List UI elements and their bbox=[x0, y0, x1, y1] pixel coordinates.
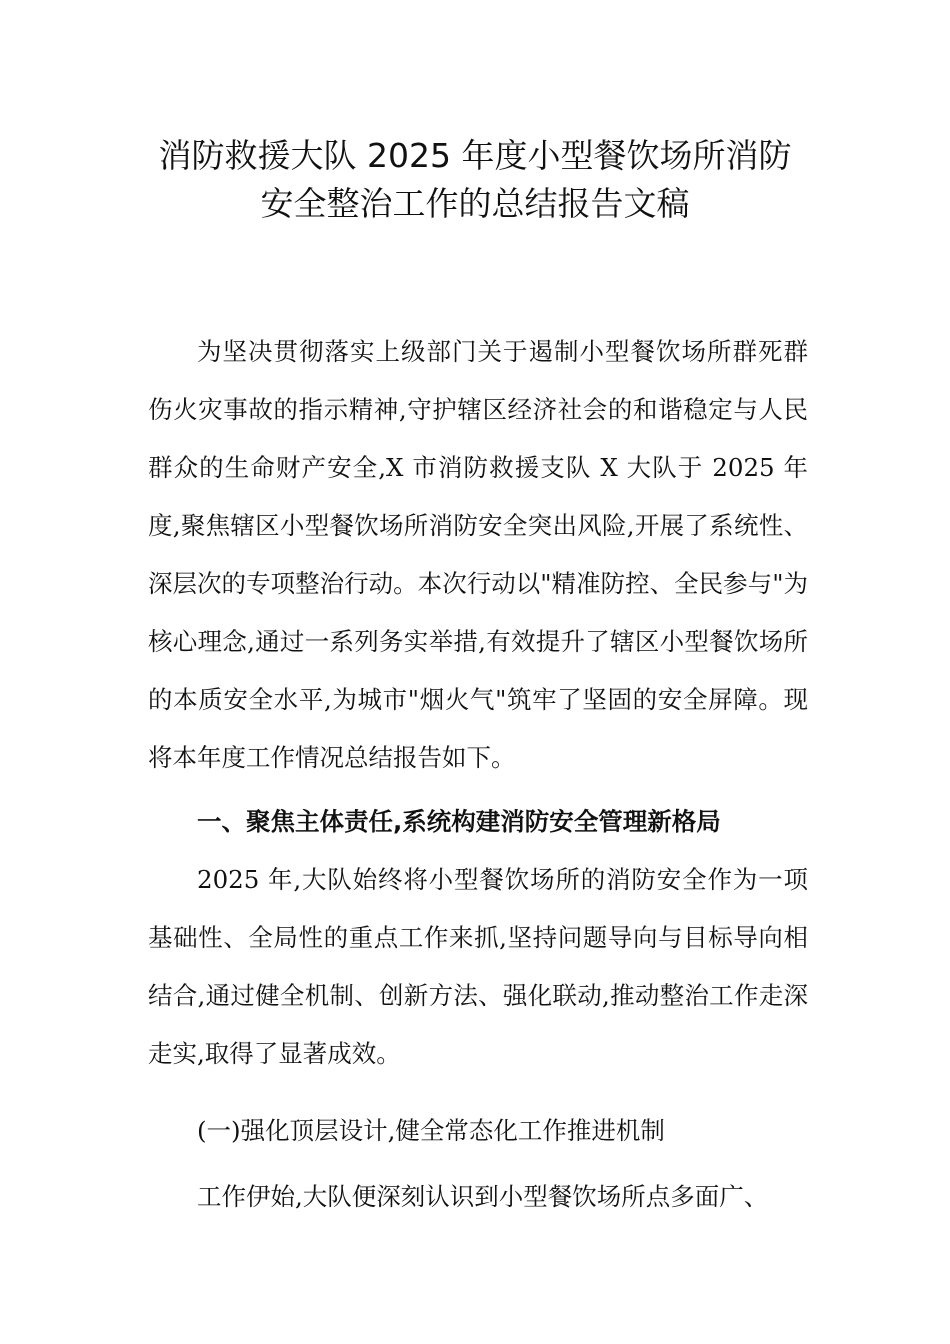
section-heading bbox=[148, 793, 808, 851]
paragraph-text: 工作伊始,大队便深刻认识到小型餐饮场所点多面广、 bbox=[197, 1182, 769, 1211]
paragraph-text: 为坚决贯彻落实上级部门关于遏制小型餐饮场所群死群伤火灾事故的指示精神,守护辖区经济社会的和谐稳定与人民群众的生命财产安全,X 市消防救援支队 X 大队于 2025 年度,聚焦辖区小型餐饮场所消防安全突出风险,开展了系统性、深层次的专项整治行动。本次行动以"精准防控、全民参与"为核心理念,通过一系列务实举措,有效提升了辖区小型餐饮场所的本质安全水平,为城市"烟火气"筑牢了坚固的安全屏障。现将本年度工作情况总结报告如下。 bbox=[148, 337, 808, 772]
paragraph-text: 2025 年,大队始终将小型餐饮场所的消防安全作为一项基础性、全局性的重点工作来抓,坚持问题导向与目标导向相结合,通过健全机制、创新方法、强化联动,推动整治工作走深走实,取得了显著成效。 bbox=[148, 865, 808, 1068]
section-heading-text: 一、聚焦主体责任,系统构建消防安全管理新格局 bbox=[197, 807, 721, 836]
subsection-paragraph bbox=[148, 1168, 808, 1226]
subsection-heading-text: (一)强化顶层设计,健全常态化工作推进机制 bbox=[197, 1116, 665, 1145]
document-title-line-2: 安全整治工作的总结报告文稿 bbox=[260, 184, 690, 223]
subsection-heading bbox=[148, 1102, 808, 1160]
intro-paragraph bbox=[148, 323, 808, 787]
section-paragraph bbox=[148, 851, 808, 1083]
document-title-line-1: 消防救援大队 2025 年度小型餐饮场所消防 bbox=[158, 136, 792, 175]
